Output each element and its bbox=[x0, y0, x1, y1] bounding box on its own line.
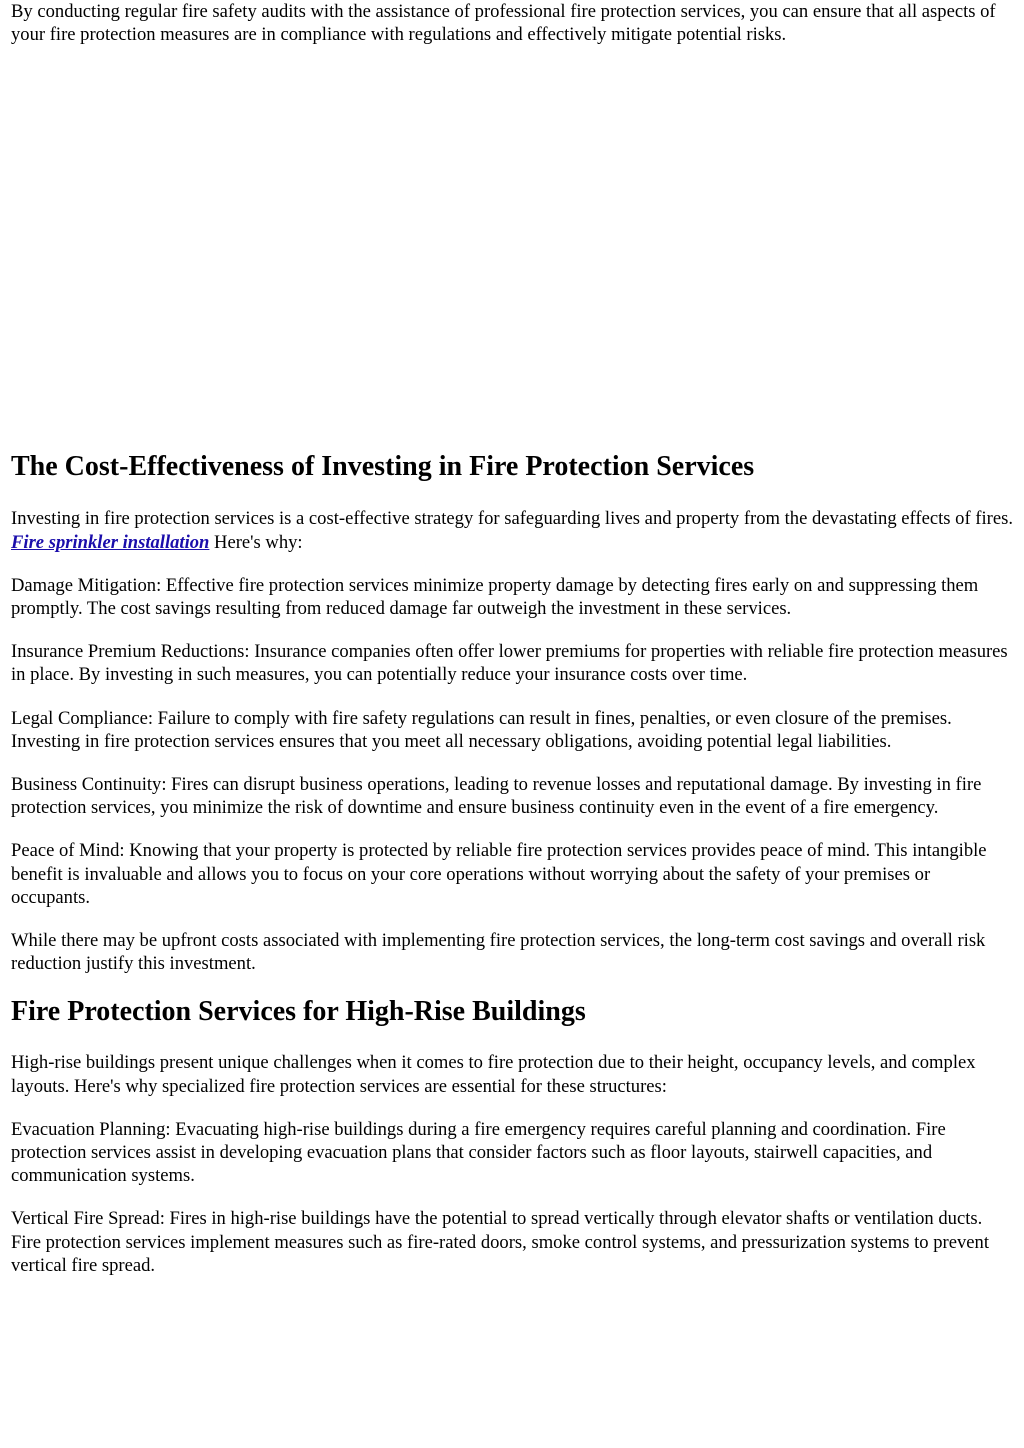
intro-paragraph: By conducting regular fire safety audits with the assistance of professional fire protection services, you can ensure that all aspects of your fire protection measures are in compliance with regulations and effectively mitigate potential risks. bbox=[11, 1, 996, 46]
section1-lead-text: Investing in fire protection services is a cost-effective strategy for safeguarding lives and property from the devastating effects of fires. bbox=[11, 508, 1013, 530]
paragraph-legal-compliance: Legal Compliance: Failure to comply with fire safety regulations can result in fines, penalties, or even closure of the premises. Investing in fire protection services ensures that you meet all necessary obligations, avoiding potential legal liabilities. bbox=[11, 707, 952, 752]
blank-image-area bbox=[11, 62, 1013, 450]
section-heading-high-rise: Fire Protection Services for High-Rise Buildings bbox=[11, 996, 586, 1028]
paragraph-insurance-premium: Insurance Premium Reductions: Insurance companies often offer lower premiums for properties with reliable fire protection measures in place. By investing in such measures, you can potentially reduce your insurance costs over time. bbox=[11, 641, 1008, 686]
section-heading-cost-effectiveness: The Cost-Effectiveness of Investing in Fire Protection Services bbox=[11, 451, 755, 483]
section1-lead-tail: Here's why: bbox=[209, 531, 303, 553]
paragraph-business-continuity: Business Continuity: Fires can disrupt business operations, leading to revenue losses and reputational damage. By investing in fire protection services, you minimize the risk of downtime and ensure business continuity even in the event of a fire emergency. bbox=[11, 774, 982, 819]
paragraph-peace-of-mind: Peace of Mind: Knowing that your property is protected by reliable fire protection services provides peace of mind. This intangible benefit is invaluable and allows you to focus on your core operations without worrying about the safety of your premises or occupants. bbox=[11, 840, 987, 908]
paragraph-vertical-fire-spread: Vertical Fire Spread: Fires in high-rise buildings have the potential to spread vertically through elevator shafts or ventilation ducts. Fire protection services implement measures such as fire-rated doors, smoke control systems, and pressurization systems to prevent vertical fire spread. bbox=[11, 1208, 989, 1276]
paragraph-damage-mitigation: Damage Mitigation: Effective fire protection services minimize property damage by detecting fires early on and suppressing them promptly. The cost savings resulting from reduced damage far outweigh the investment in these services. bbox=[11, 574, 979, 620]
fire-sprinkler-installation-link[interactable]: Fire sprinkler installation bbox=[11, 531, 210, 553]
section1-lead-paragraph bbox=[11, 507, 1013, 553]
paragraph-evacuation-planning: Evacuation Planning: Evacuating high-rise buildings during a fire emergency requires careful planning and coordination. Fire protection services assist in developing evacuation plans that consider factors such as floor layouts, stairwell capacities, and communication systems. bbox=[11, 1118, 946, 1187]
paragraph-high-rise-intro: High-rise buildings present unique challenges when it comes to fire protection due to their height, occupancy levels, and complex layouts. Here's why specialized fire protection services are essential for these structures: bbox=[11, 1052, 976, 1097]
paragraph-upfront-costs: While there may be upfront costs associated with implementing fire protection services, the long-term cost savings and overall risk reduction justify this investment. bbox=[11, 930, 986, 975]
